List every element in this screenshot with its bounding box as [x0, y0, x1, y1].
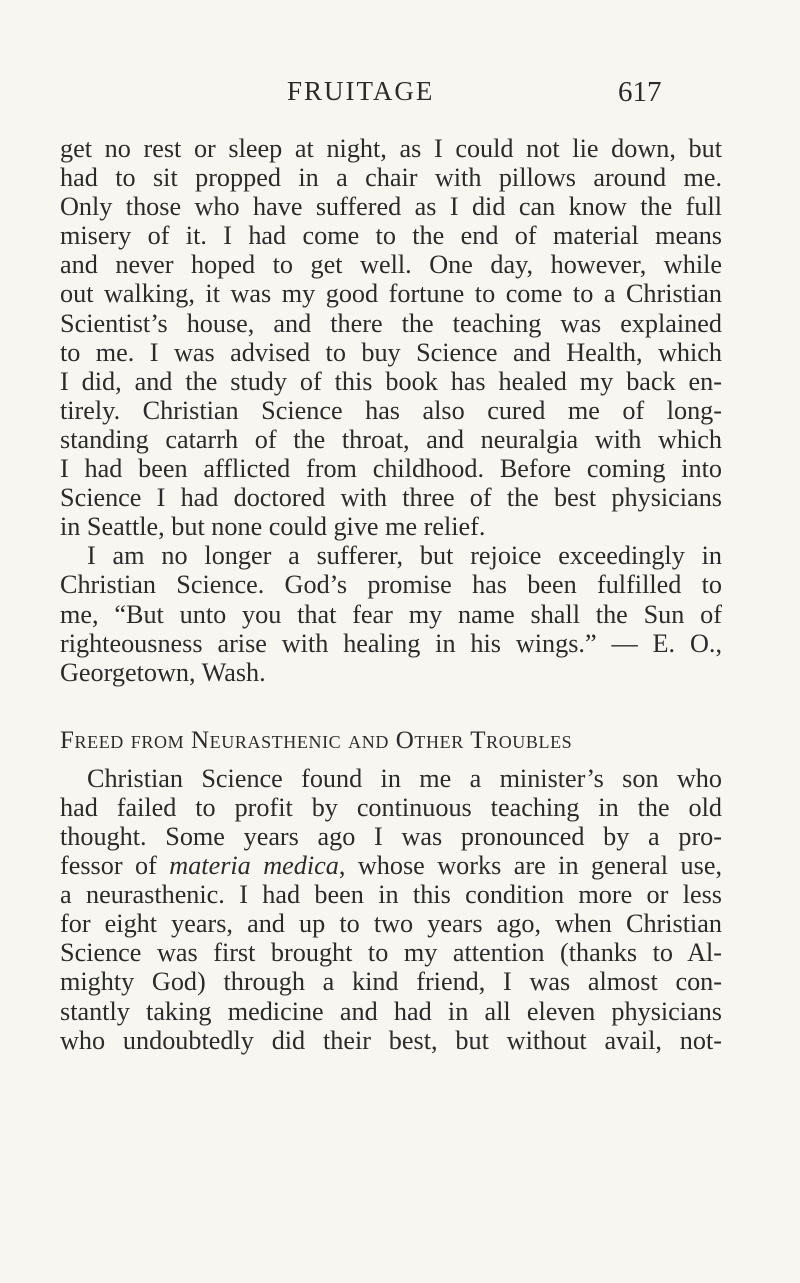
- text-line: righteousness arise with healing in his wings.” — E. O.,: [60, 628, 722, 658]
- text-line: to me. I was advised to buy Science and Health, which: [60, 337, 722, 367]
- text-line: [60, 851, 722, 880]
- page-body: [60, 134, 722, 1055]
- text-line: for eight years, and up to two years ago, when Christian: [60, 909, 722, 939]
- paragraph-2: [60, 541, 722, 686]
- text-line: out walking, it was my good fortune to come to a Christian: [60, 279, 722, 309]
- page-number: 617: [618, 76, 662, 108]
- text-line: Science was first brought to my attention (thanks to Al-: [60, 938, 722, 968]
- running-head: FRUITAGE: [287, 76, 435, 106]
- text-line: in Seattle, but none could give me relief.: [60, 512, 486, 542]
- text-line: thought. Some years ago I was pronounced by a pro-: [60, 821, 722, 851]
- text-line: me, “But unto you that fear my name shall the Sun of: [60, 599, 722, 629]
- text-line: stantly taking medicine and had in all eleven physicians: [60, 996, 722, 1026]
- section-heading: Freed from Neurasthenic and Other Troubles: [60, 726, 573, 754]
- text-line: standing catarrh of the throat, and neuralgia with which: [60, 424, 722, 454]
- text-line: Georgetown, Wash.: [60, 657, 266, 687]
- text-line: I am no longer a sufferer, but rejoice exceedingly in: [87, 541, 722, 571]
- text-line: Science I had doctored with three of the best physicians: [60, 483, 722, 513]
- text-fragment: fessor of: [60, 851, 170, 881]
- paragraph-3: [60, 764, 722, 1055]
- text-line: get no rest or sleep at night, as I could not lie down, but: [60, 134, 722, 163]
- text-line: I had been afflicted from childhood. Before coming into: [60, 454, 722, 484]
- text-line: I did, and the study of this book has healed my back en-: [60, 366, 722, 396]
- text-line: Christian Science found in me a minister’s son who: [87, 763, 722, 793]
- page-header: [0, 76, 800, 116]
- text-line: and never hoped to get well. One day, however, while: [60, 250, 722, 280]
- paragraph-1: [60, 134, 722, 541]
- text-line: Scientist’s house, and there the teaching was explained: [60, 308, 722, 338]
- text-line: Only those who have suffered as I did can know the full: [60, 192, 722, 222]
- text-line: who undoubtedly did their best, but without avail, not-: [60, 1025, 722, 1055]
- section-spacer: [60, 687, 722, 726]
- text-fragment: , whose works are in general use,: [338, 851, 722, 881]
- text-line: had failed to profit by continuous teaching in the old: [60, 792, 722, 822]
- text-line: tirely. Christian Science has also cured me of long-: [60, 395, 722, 425]
- text-line: misery of it. I had come to the end of material means: [60, 221, 722, 251]
- text-line: mighty God) through a kind friend, I was almost con-: [60, 967, 722, 997]
- text-line: a neurasthenic. I had been in this condition more or less: [60, 880, 722, 910]
- italic-term: materia medica: [169, 851, 339, 881]
- text-line: Christian Science. God’s promise has been fulfilled to: [60, 570, 722, 600]
- text-line: had to sit propped in a chair with pillows around me.: [60, 163, 722, 193]
